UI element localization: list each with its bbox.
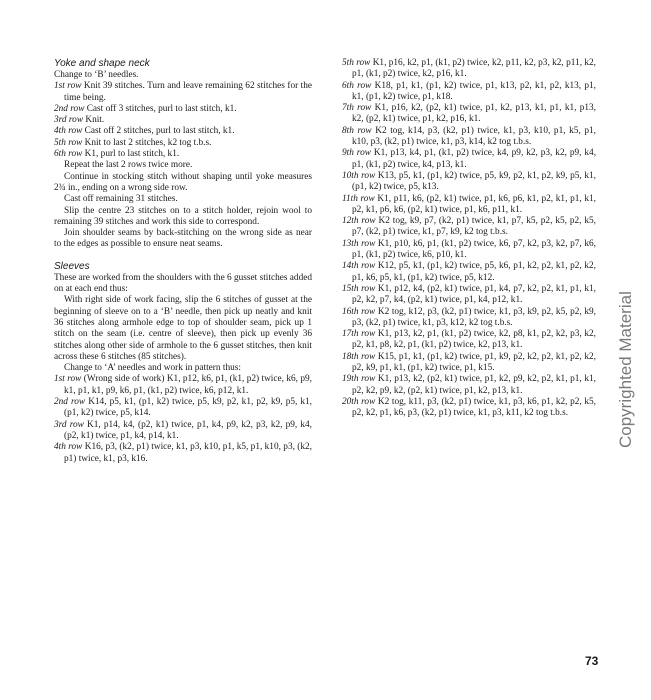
row-label: 19th row	[342, 374, 376, 385]
row-text: K14, p5, k1, (p1, k2) twice, p5, k9, p2, k1, p2, k9, p5, k1, (p1, k2) twice, p5, k14.	[64, 397, 312, 419]
row-text: K1, p12, k4, (p2, k1) twice, p1, k4, p7, k2, p2, k1, p1, k1, p2, k2, p7, k4, (p2, k1) twice, p1, k4, p12, k1.	[352, 283, 596, 306]
row-text: K1, p16, k2, p1, (k1, p2) twice, k2, p11, k2, p3, k2, p11, k2, p1, (k1, p2) twice, k2, p16, k1.	[352, 58, 597, 80]
instruction-row	[342, 329, 596, 352]
row-label: 10th row	[342, 170, 376, 181]
paragraph: Slip the centre 23 stitches on to a stitch holder, rejoin wool to remaining 39 stitches and work this side to correspond.	[54, 205, 312, 227]
row-label: 11th row	[342, 193, 375, 204]
row-text: Cast off 3 stitches, purl to last stitch, k1.	[86, 103, 237, 114]
instruction-row	[342, 194, 596, 217]
instruction-row	[342, 374, 596, 397]
row-label: 4th row	[54, 126, 83, 137]
row-label: 12th row	[342, 216, 376, 227]
instruction-row	[342, 261, 596, 284]
instruction-row	[54, 70, 312, 81]
row-text: Knit to last 2 stitches, k2 tog t.b.s.	[84, 137, 212, 148]
instruction-row	[342, 352, 596, 375]
sleeves-heading: Sleeves	[54, 260, 90, 272]
instruction-row	[342, 397, 596, 420]
paragraph: With right side of work facing, slip the 6 stitches of gusset at the beginning of sleeve on to a ‘B’ needle, then pick up neatly and knit 36 stitches along armhole edge to top of shoulder seam, pick up 1 stitch on the seam (i.e. centre of sleeve), then pick up evenly 36 stitches along other side of armhole to the 6 gusset stitches, then knit across these 6 stitches (85 stitches).	[54, 295, 312, 362]
row-label: 1st row	[54, 374, 82, 385]
row-text: Knit 39 stitches. Turn and leave remaining 62 stitches for the time being.	[64, 81, 313, 103]
row-text: K2 tog, k11, p3, (k2, p1) twice, k1, p3, k6, p1, k2, p2, k5, p2, k2, p1, k6, p3, (k2, p1) twice, k1, p3, k11, k2 tog t.b.s.	[352, 396, 596, 419]
paragraph: Repeat the last 2 rows twice more.	[64, 160, 193, 171]
row-label: 7th row	[342, 103, 372, 114]
row-text: K1, p11, k6, (p2, k1) twice, p1, k6, p6, k1, p2, k1, p1, k1, p2, k1, p6, k6, (p2, k1) twice, p1, k6, p11, k1.	[352, 193, 596, 215]
row-text: K1, p13, k2, p1, (k1, p2) twice, k2, p8, k1, p2, k2, p3, k2, p2, k1, p8, k2, p1, (k1, p2) twice, k2, p13, k1.	[352, 329, 596, 351]
instruction-row	[54, 397, 312, 420]
row-label: 2nd row	[54, 397, 86, 408]
row-label: 5th row	[54, 137, 83, 148]
row-text: K1, p16, k2, (p2, k1) twice, p1, k2, p13, k1, p1, k1, p13, k2, (p2, k1) twice, p1, k2, p16, k1.	[352, 103, 597, 125]
instruction-row	[54, 374, 312, 397]
row-label: 3rd row	[54, 419, 84, 430]
instruction-row	[54, 442, 312, 465]
left-column	[54, 58, 312, 465]
yoke-heading: Yoke and shape neck	[54, 58, 150, 69]
row-label: 3rd row	[54, 115, 84, 126]
row-text: K1, p14, k4, (p2, k1) twice, p1, k4, p9, k2, p3, k2, p9, k4, (p2, k1) twice, p1, k4, p14, k1.	[64, 419, 312, 441]
instruction-row	[54, 126, 312, 137]
row-label: 16th row	[342, 306, 376, 317]
instruction-row	[342, 103, 596, 126]
instruction-row	[342, 239, 596, 262]
row-text: K1, p10, k6, p1, (k1, p2) twice, k6, p7, k2, p3, k2, p7, k6, p1, (k1, p2) twice, k6, p10, k1.	[352, 238, 596, 261]
row-label: 1st row	[54, 81, 82, 92]
row-label: 13th row	[342, 238, 376, 249]
copyright-watermark: Copyrighted Material	[616, 291, 635, 448]
row-text: K13, p5, k1, (p1, k2) twice, p5, k9, p2, k1, p2, k9, p5, k1, (p1, k2) twice, p5, k13.	[352, 170, 596, 193]
instruction-row	[54, 81, 312, 104]
row-text: K2 tog, k14, p3, (k2, p1) twice, k1, p3, k10, p1, k5, p1, k10, p3, (k2, p1) twice, k1, p3, k14, k2 tog t.b.s.	[352, 125, 597, 148]
instruction-row	[342, 58, 596, 81]
row-text: Knit.	[85, 115, 105, 126]
instruction-row	[54, 420, 312, 443]
instruction-row	[54, 138, 312, 149]
row-text: Cast off 2 stitches, purl to last stitch, k1.	[84, 126, 235, 137]
row-text: K16, p3, (k2, p1) twice, k1, p3, k10, p1, k5, p1, k10, p3, (k2, p1) twice, k1, p3, k16.	[64, 442, 312, 464]
right-column	[342, 58, 596, 420]
row-label: 20th row	[342, 396, 376, 407]
instruction-row	[342, 284, 596, 307]
row-text: K1, p13, k4, p1, (k1, p2) twice, k4, p9, k2, p3, k2, p9, k4, p1, (k1, p2) twice, k4, p13, k1.	[352, 148, 597, 170]
row-text: K1, purl to last stitch, k1.	[84, 149, 180, 160]
row-text: (Wrong side of work) K1, p12, k6, p1, (k1, p2) twice, k6, p9, k1, p1, k1, p9, k6, p1, (k1, p2) twice, k6, p12, k1.	[64, 374, 312, 396]
row-label: 6th row	[342, 80, 372, 91]
instruction-row	[54, 149, 312, 160]
row-label: 17th row	[342, 329, 376, 340]
row-text: K15, p1, k1, (p1, k2) twice, p1, k9, p2, k2, p2, k1, p2, k2, p2, k9, p1, k1, (p1, k2) twice, p1, k15.	[352, 351, 596, 374]
instruction-row	[342, 126, 596, 149]
instruction-row	[342, 81, 596, 104]
paragraph: Cast off remaining 31 stitches.	[64, 194, 178, 205]
paragraph: Change to ‘A’ needles and work in pattern thus:	[64, 363, 241, 374]
row-text: K12, p5, k1, (p1, k2) twice, p5, k6, p1, k2, p2, k1, p2, k2, p1, k6, p5, k1, (p1, k2) twice, p5, k12.	[352, 261, 596, 283]
paragraph: Continue in stocking stitch without shaping until yoke measures 2¾ in., ending on a wrong side row.	[54, 171, 312, 193]
row-text: K2 tog, k9, p7, (k2, p1) twice, k1, p7, k5, p2, k5, p2, k5, p7, (k2, p1) twice, k1, p7, k9, k2 tog t.b.s.	[352, 216, 596, 238]
paragraph: Join shoulder seams by back-stitching on the wrong side as near to the edges as possible to ensure neat seams.	[54, 228, 312, 250]
instruction-row	[342, 307, 596, 330]
row-text: K18, p1, k1, (p1, k2) twice, p1, k13, p2, k1, p2, k13, p1, k1, (p1, k2) twice, p1, k18.	[352, 80, 597, 102]
sleeve-pattern-rows	[54, 374, 312, 464]
row-label: 14th row	[342, 261, 376, 272]
row-label: 5th row	[342, 58, 371, 68]
row-text: K2 tog, k12, p3, (k2, p1) twice, k1, p3, k9, p2, k5, p2, k9, p3, (k2, p1) twice, k1, p3, k12, k2 tog t.b.s.	[352, 306, 596, 328]
page-number: 73	[585, 654, 599, 668]
row-label: 18th row	[342, 351, 376, 362]
yoke-instructions	[54, 70, 312, 160]
instruction-row	[342, 171, 596, 194]
paragraph: These are worked from the shoulders with the 6 gusset stitches added on at each end thus:	[54, 272, 312, 295]
row-label: 8th row	[342, 125, 372, 136]
row-label: 2nd row	[54, 103, 85, 114]
instruction-row	[54, 115, 312, 126]
row-text: K1, p13, k2, (p2, k1) twice, p1, k2, p9, k2, p2, k1, p1, k1, p2, k2, p9, k2, (p2, k1) twice, p1, k2, p13, k1.	[352, 374, 596, 396]
row-label: 4th row	[54, 442, 83, 453]
row-label: 15th row	[342, 283, 376, 294]
instruction-row	[342, 216, 596, 239]
instruction-row	[54, 104, 312, 115]
row-label: 6th row	[54, 149, 83, 160]
instruction-row	[342, 148, 596, 171]
row-label: 9th row	[342, 148, 371, 159]
row-text: Change to ‘B’ needles.	[54, 70, 139, 80]
